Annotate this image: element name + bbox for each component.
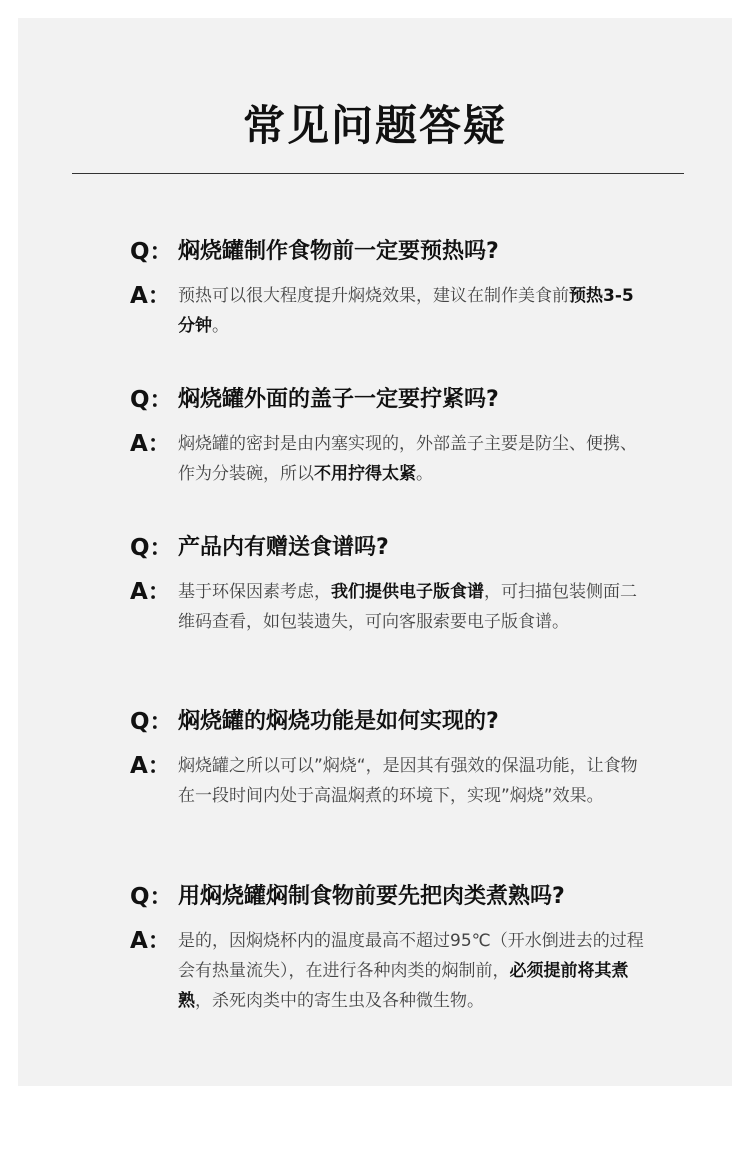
answer-text: 焖烧罐之所以可以”焖烧“，是因其有强效的保温功能，让食物在一段时间内处于高温焖煮的环境下，实现”焖烧”效果。 [178, 756, 638, 806]
faq-question-row [130, 880, 650, 914]
answer-text: 。 [416, 464, 433, 484]
faq-question: 产品内有赠送食谱吗? [178, 535, 389, 560]
answer-marker: A： [130, 753, 171, 779]
answer-text: 是的，因焖烧杯内的温度最高不超过95℃（开水倒进去的过程会有热量流失），在进行各种肉类的焖制前， [178, 931, 644, 981]
faq-question-row [130, 383, 650, 417]
faq-item [130, 880, 650, 1016]
faq-answer-row [130, 429, 650, 489]
faq-question-row [130, 235, 650, 269]
faq-question: 焖烧罐的焖烧功能是如何实现的? [178, 709, 499, 734]
faq-answer-row [130, 751, 650, 811]
answer-highlight: 我们提供电子版食谱 [331, 582, 484, 602]
faq-answer-row [130, 926, 650, 1016]
faq-question-row [130, 531, 650, 565]
question-marker: Q： [130, 535, 173, 561]
answer-text: 。 [212, 316, 229, 336]
faq-question: 焖烧罐制作食物前一定要预热吗? [178, 239, 499, 264]
question-marker: Q： [130, 884, 173, 910]
faq-item [130, 531, 650, 637]
faq-question: 用焖烧罐焖制食物前要先把肉类煮熟吗? [178, 884, 565, 909]
faq-question-row [130, 705, 650, 739]
faq-answer [178, 429, 650, 489]
faq-item [130, 705, 650, 811]
answer-text: ，杀死肉类中的寄生虫及各种微生物。 [195, 991, 484, 1011]
faq-answer [178, 751, 650, 811]
answer-highlight: 预热3-5分钟 [178, 286, 634, 336]
faq-item [130, 383, 650, 489]
faq-question: 焖烧罐外面的盖子一定要拧紧吗? [178, 387, 499, 412]
page-title: 常见问题答疑 [242, 101, 507, 150]
faq-answer-row [130, 281, 650, 341]
answer-highlight: 不用拧得太紧 [314, 464, 416, 484]
answer-highlight: 必须提前将其煮熟 [178, 961, 629, 1011]
title-divider [72, 173, 684, 174]
faq-item [130, 235, 650, 341]
faq-answer [178, 281, 650, 341]
question-marker: Q： [130, 709, 173, 735]
faq-answer-row [130, 577, 650, 637]
answer-marker: A： [130, 928, 171, 954]
faq-answer [178, 926, 650, 1016]
answer-text: ，可扫描包装侧面二维码查看，如包装遗失，可向客服索要电子版食谱。 [178, 582, 637, 632]
answer-marker: A： [130, 579, 171, 605]
answer-marker: A： [130, 283, 171, 309]
answer-marker: A： [130, 431, 171, 457]
answer-text: 预热可以很大程度提升焖烧效果，建议在制作美食前 [178, 286, 569, 306]
answer-text: 基于环保因素考虑， [178, 582, 331, 602]
faq-answer [178, 577, 650, 637]
question-marker: Q： [130, 387, 173, 413]
answer-text: 焖烧罐的密封是由内塞实现的，外部盖子主要是防尘、便携、作为分装碗，所以 [178, 434, 637, 484]
question-marker: Q： [130, 239, 173, 265]
